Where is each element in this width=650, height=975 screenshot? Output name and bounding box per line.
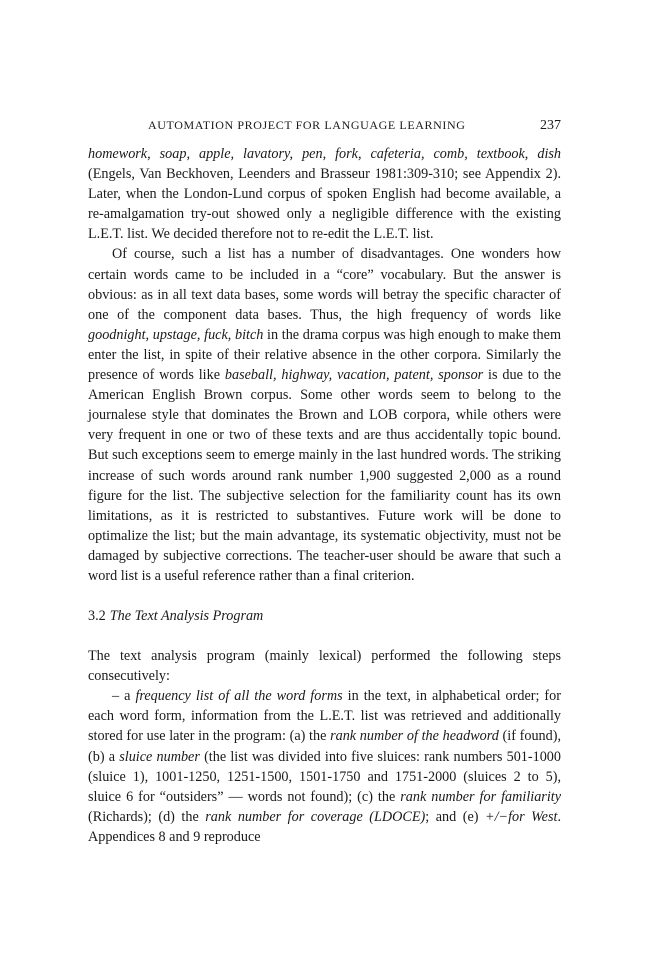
example-words: homework, soap, apple, lavatory, pen, fork, cafeteria, comb, textbook, dish [88,146,561,162]
paragraph-program-intro: The text analysis program (mainly lexical) performed the following steps consecutively: [88,648,561,685]
page [88,118,561,847]
paragraph-disadvantages: Of course, such a list has a number of disadvantages. One wonders how certain words came to be included in a “core” vocabulary. But the answer is obvious: as in all text data bases, some words will betray the specific character of one of the component data bases. Thus, the high frequency of words like goodnight, upstage, fuck, bitch in the drama corpus was high enough to make them enter the list, in spite of their relative absence in the other corpora. Similarly the presence of words like baseball, highway, vacation, patent, sponsor is due to the American English Brown corpus. Some other words seem to belong to the journalese style that dominates the Brown and LOB corpora, while others were very frequent in one or two of these texts and are thus accidentally topic bound. But such exceptions seem to emerge mainly in the last hundred words. The striking increase of such words around rank number 1,900 suggested 2,000 as a round figure for the list. The subjective selection for the familiarity count has its own limitations, as it is restricted to substantives. Future work will be done to optimalize the list; but the main advantage, its systematic objectivity, must not be damaged by subjective corrections. The teacher-user should be aware that such a word list is a useful reference rather than a final criterion. [88,246,561,584]
section-heading [88,606,561,626]
running-header [148,118,561,144]
paragraph-frequency-list: – a frequency list of all the word forms in the text, in alphabetical order; for each word form, information from the L.E.T. list was retrieved and additionally stored for use later in the program: (a) the rank number of the headword (if found), (b) a sluice number (the list was divided into five sluices: rank numbers 501-1000 (sluice 1), 1001-1250, 1251-1500, 1501-1750 and 1751-2000 (sluices 2 to 5), sluice 6 for “outsiders” — words not found); (c) the rank number for familiarity (Richards); (d) the rank number for coverage (LDOCE); and (e) +/−for West. Appendices 8 and 9 reproduce [88,688,562,845]
page-number: 237 [540,118,561,133]
running-title: AUTOMATION PROJECT FOR LANGUAGE LEARNING [148,118,466,132]
section-title: The Text Analysis Program [109,608,264,625]
paragraph-continuation: homework, soap, apple, lavatory, pen, fork, cafeteria, comb, textbook, dish (Engels, Van Beckhoven, Leenders and Brasseur 1981:309-310; see Appendix 2). Later, when the London-Lund corpus of spoken English had become available, a re-amalgamation try-out showed only a negligible difference with the existing L.E.T. list. We decided therefore not to re-edit the L.E.T. list. [88,146,561,243]
section-number: 3.2 [88,608,106,625]
